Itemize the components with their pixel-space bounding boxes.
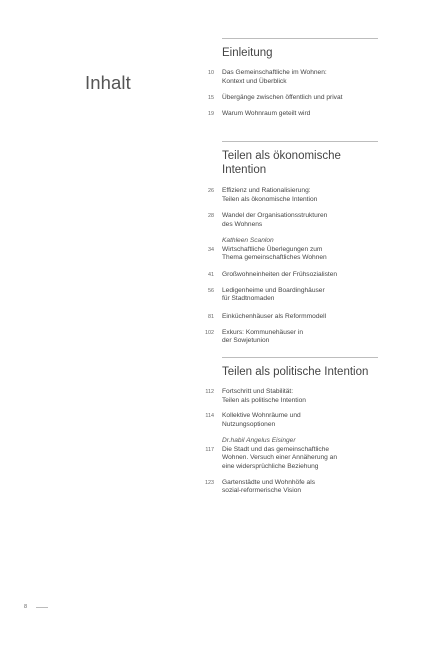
section-divider	[222, 357, 378, 358]
toc-entry-title-line: Effizienz und Rationalisierung:	[222, 187, 311, 194]
toc-entry	[198, 212, 378, 229]
toc-section	[198, 141, 378, 346]
toc-section	[198, 38, 378, 119]
toc-entry	[198, 237, 378, 263]
toc-entry	[198, 69, 378, 86]
section-heading: Teilen als politische Intention	[222, 366, 369, 378]
toc-entry-text	[222, 237, 378, 263]
toc-entry-page-number: 123	[205, 479, 214, 486]
toc-entry	[198, 287, 378, 304]
toc-section	[198, 357, 378, 496]
toc-entry-text	[222, 94, 378, 103]
toc-entry	[198, 110, 378, 119]
toc-entry-text	[222, 412, 378, 429]
toc-entry-page-number: 114	[205, 413, 214, 420]
toc-entry-title-line: Teilen als ökonomische Intention	[222, 195, 318, 203]
toc-entry-text	[222, 187, 378, 204]
toc-entry-author: Dr.habil Angelus Eisinger	[222, 436, 296, 444]
toc-entry-title-line: Wohnen. Versuch einer Annäherung an	[222, 454, 337, 462]
toc-entry-page-number: 112	[205, 389, 214, 395]
toc-entry-page-number: 81	[208, 314, 214, 321]
footer-rule	[36, 607, 48, 608]
toc-entry-title-line: Das Gemeinschaftliche im Wohnen:	[222, 69, 327, 76]
toc-entry-text	[222, 313, 378, 322]
toc-entry-page-number: 15	[208, 95, 214, 102]
toc-entry-page-number: 19	[208, 111, 214, 118]
toc-entry-text	[222, 271, 378, 280]
toc-entry-list	[198, 69, 378, 119]
toc-entry-title-line: Fortschritt und Stabilität:	[222, 388, 294, 395]
toc-entry-text	[222, 388, 378, 405]
toc-entry-title-line: Großwohneinheiten der Frühsozialisten	[222, 270, 338, 278]
toc-entry-text	[222, 212, 378, 229]
toc-entry-title-line: eine widersprüchliche Beziehung	[222, 462, 319, 470]
toc-entry	[198, 187, 378, 204]
toc-entry-title-line: Einküchenhäuser als Reformmodell	[222, 313, 327, 321]
toc-entry	[198, 94, 378, 103]
toc-entry-title-line: Teilen als politische Intention	[222, 396, 306, 404]
toc-entry	[198, 412, 378, 429]
page-number: 8	[24, 604, 28, 610]
toc-entry-page-number: 117	[205, 446, 214, 453]
section-heading: Einleitung	[222, 47, 273, 59]
section-divider	[222, 38, 378, 39]
toc-entry-title-line: Gartenstädte und Wohnhöfe als	[222, 478, 315, 486]
toc-entry-title-line: sozial-reformerische Vision	[222, 487, 302, 495]
toc-entry-text	[222, 437, 378, 472]
toc-entry-page-number: 41	[208, 271, 214, 278]
toc-entry	[198, 437, 378, 472]
toc-entry	[198, 329, 378, 346]
toc-entry-title-line: Kollektive Wohnräume und	[222, 412, 301, 420]
toc-entry-page-number: 10	[208, 70, 214, 76]
toc-entry-list	[198, 388, 378, 496]
toc-entry-text	[222, 69, 378, 86]
toc-entry	[198, 271, 378, 280]
toc-entry-text	[222, 479, 378, 496]
toc-entry-title-line: Übergänge zwischen öffentlich und privat	[222, 94, 343, 102]
toc-entry-page-number: 28	[208, 213, 214, 220]
toc-entry	[198, 313, 378, 322]
toc-entry-text	[222, 110, 378, 119]
toc-entry-list	[198, 187, 378, 346]
toc-entry	[198, 479, 378, 496]
toc-entry	[198, 388, 378, 405]
toc-entry-title-line: Ledigenheime und Boardinghäuser	[222, 286, 325, 294]
toc-entry-author: Kathleen Scanlon	[222, 236, 274, 244]
toc-entry-page-number: 26	[208, 188, 214, 194]
toc-entry-title-line: Die Stadt und das gemeinschaftliche	[222, 445, 330, 453]
toc-entry-title-line: der Sowjetunion	[222, 337, 270, 345]
toc-entry-title-line: des Wohnens	[222, 221, 263, 229]
toc-entry-title-line: Exkurs: Kommunehäuser in	[222, 328, 303, 336]
section-heading: Teilen als ökonomische Intention	[222, 150, 341, 176]
toc-entry-title-line: Thema gemeinschaftliches Wohnen	[222, 254, 327, 262]
page-title: Inhalt	[85, 72, 131, 93]
toc-entry-text	[222, 329, 378, 346]
toc-entry-page-number: 34	[208, 246, 214, 253]
toc-entry-title-line: Kontext und Überblick	[222, 77, 287, 85]
toc-entry-title-line: Nutzungsoptionen	[222, 421, 276, 429]
toc-entry-title-line: Wirtschaftliche Überlegungen zum	[222, 245, 323, 253]
toc-entry-title-line: für Stadtnomaden	[222, 295, 275, 303]
section-divider	[222, 141, 378, 142]
toc-entry-page-number: 56	[208, 287, 214, 294]
toc-entry-page-number: 102	[205, 329, 214, 336]
toc-entry-title-line: Warum Wohnraum geteilt wird	[222, 110, 311, 118]
toc-entry-title-line: Wandel der Organisationsstrukturen	[222, 212, 328, 220]
toc-entry-text	[222, 287, 378, 304]
